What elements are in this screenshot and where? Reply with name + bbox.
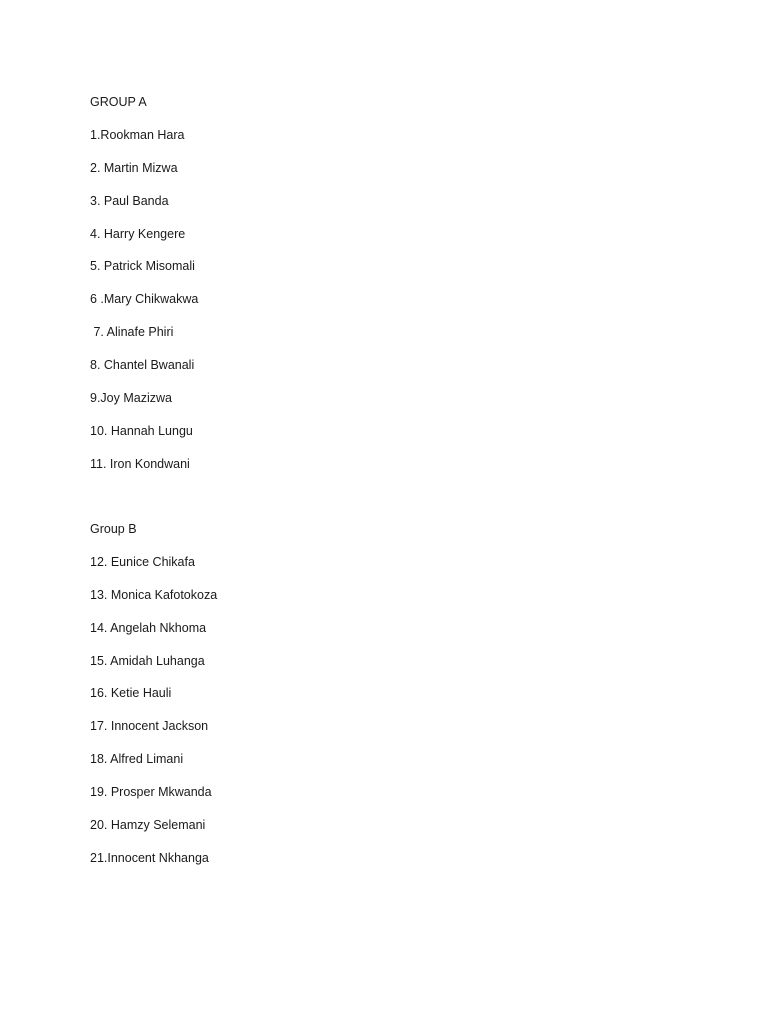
list-item: 7. Alinafe Phiri bbox=[90, 325, 174, 340]
group-a-member-list bbox=[90, 126, 198, 488]
group-a-heading: GROUP A bbox=[90, 95, 147, 109]
list-item: 10. Hannah Lungu bbox=[90, 423, 193, 438]
list-item: 4. Harry Kengere bbox=[90, 226, 186, 241]
list-item: 14. Angelah Nkhoma bbox=[90, 620, 207, 635]
list-item: 19. Prosper Mkwanda bbox=[90, 785, 212, 800]
list-item: 18. Alfred Limani bbox=[90, 752, 184, 767]
list-item: 6 .Mary Chikwakwa bbox=[90, 292, 199, 307]
list-item: 1.Rookman Hara bbox=[90, 127, 185, 142]
list-item: 5. Patrick Misomali bbox=[90, 259, 195, 274]
list-item: 17. Innocent Jackson bbox=[90, 719, 209, 734]
list-item: 21.Innocent Nkhanga bbox=[90, 850, 209, 865]
list-item: 16. Ketie Hauli bbox=[90, 686, 172, 701]
group-b-section bbox=[90, 520, 217, 882]
group-b-heading: Group B bbox=[90, 522, 137, 536]
list-item: 8. Chantel Bwanali bbox=[90, 358, 195, 373]
list-item: 11. Iron Kondwani bbox=[90, 456, 190, 471]
group-a-section bbox=[90, 93, 198, 488]
group-b-member-list bbox=[90, 553, 217, 882]
list-item: 20. Hamzy Selemani bbox=[90, 818, 206, 833]
list-item: 2. Martin Mizwa bbox=[90, 160, 178, 175]
list-item: 3. Paul Banda bbox=[90, 193, 169, 208]
list-item: 15. Amidah Luhanga bbox=[90, 653, 205, 668]
list-item: 12. Eunice Chikafa bbox=[90, 554, 195, 569]
list-item: 9.Joy Mazizwa bbox=[90, 391, 172, 406]
list-item: 13. Monica Kafotokoza bbox=[90, 587, 218, 602]
